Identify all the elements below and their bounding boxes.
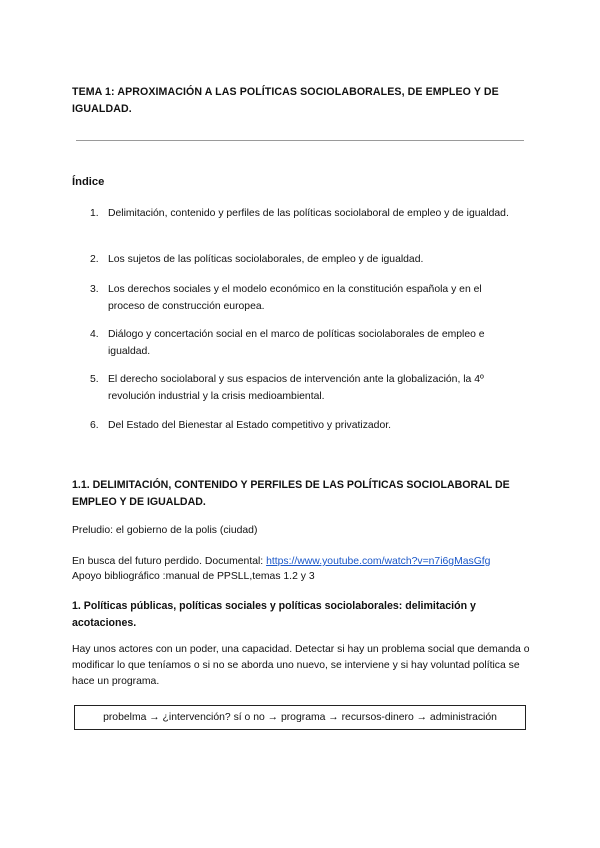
toc-item-number: 2.: [90, 254, 99, 265]
toc-item-text: Los sujetos de las políticas sociolaborales, de empleo y de igualdad.: [108, 254, 424, 265]
subsection-heading: 1. Políticas públicas, políticas sociales y políticas sociolaborales: delimitación y acotaciones.: [72, 600, 476, 629]
toc-item-text: El derecho sociolaboral y sus espacios de intervención ante la globalización, la 4º revolución industrial y la crisis medioambiental.: [108, 374, 484, 402]
toc-item-number: 1.: [90, 208, 99, 219]
documentary-line: [72, 554, 532, 570]
toc-item-text: Delimitación, contenido y perfiles de las políticas sociolaboral de empleo y de igualdad.: [108, 208, 509, 219]
toc-item-number: 5.: [90, 374, 99, 385]
horizontal-rule: [76, 140, 524, 141]
toc-item-text: Del Estado del Bienestar al Estado competitivo y privatizador.: [108, 420, 392, 431]
documentary-label: En busca del futuro perdido. Documental:: [72, 556, 267, 567]
documentary-link[interactable]: https://www.youtube.com/watch?v=n7i6gMasGfg: [266, 556, 491, 567]
prelude-text: Preludio: el gobierno de la polis (ciudad): [72, 525, 258, 536]
toc-item-text: Diálogo y concertación social en el marco de políticas sociolaborales de empleo e igualdad.: [108, 329, 485, 357]
bibliography-text: Apoyo bibliográfico :manual de PPSLL,temas 1.2 y 3: [72, 571, 315, 582]
section-title: 1.1. DELIMITACIÓN, CONTENIDO Y PERFILES DE LAS POLÍTICAS SOCIOLABORAL DE EMPLEO Y DE IGUALDAD.: [72, 479, 510, 508]
document-title: TEMA 1: APROXIMACIÓN A LAS POLÍTICAS SOCIOLABORALES, DE EMPLEO Y DE IGUALDAD.: [72, 86, 499, 115]
toc-item-number: 4.: [90, 329, 99, 340]
toc-item-number: 6.: [90, 420, 99, 431]
toc-item-number: 3.: [90, 284, 99, 295]
toc-item-text: Los derechos sociales y el modelo económico en la constitución española y en el proceso de construcción europea.: [108, 284, 482, 312]
flow-diagram-box: probelma → ¿intervención? sí o no → programa → recursos-dinero → administración: [74, 705, 526, 730]
index-heading: Índice: [72, 176, 105, 188]
body-paragraph: Hay unos actores con un poder, una capacidad. Detectar si hay un problema social que demanda o modificar lo que teníamos o si no se aborda uno nuevo, se interviene y si hay voluntad política se hace un programa.: [72, 644, 530, 687]
